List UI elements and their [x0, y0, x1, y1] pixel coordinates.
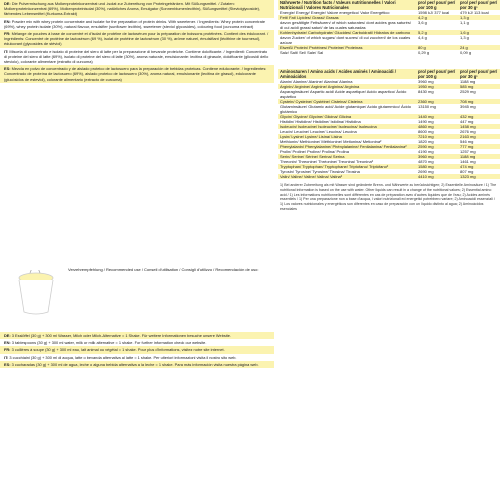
row-value: 2529 mg [460, 89, 476, 94]
ingredient-block [0, 65, 274, 83]
ingredient-text: Miscela di concentrato e isolato di proteine del siero di latte per la preparazione di bevande proteiche. Contiene dolcificante. / Ingredienti: Concentrato di proteine del siero di latte (69%), isolato di proteine del siero di latte (30%), aroma naturale, emulsionante: lecitina di girasole, dolcificante (glicosidi dello steviolo), colorante alimentare (estratto di curcuma) [4, 48, 269, 65]
row-value: 0,29 g [418, 50, 430, 55]
row-label: Asparaginsäure/ Aspartic acid/ Acide aspartique/ Acido aspartico/ Ácido aspártico [280, 89, 407, 99]
row-value: 1188 mg [460, 79, 476, 84]
language-code: IT: [4, 48, 9, 54]
ingredient-block [0, 18, 274, 30]
row-label: Phenylalanin/ Phenylalanine/ Phénylalanine/ Fenilalanina/ Fenilalanina² [278, 144, 416, 149]
row-value: 80 g [416, 45, 458, 50]
row-value: 1,6 g [458, 30, 500, 35]
table-header [278, 69, 500, 79]
row-value: 4190 mg [418, 149, 434, 154]
nutrition-table [278, 0, 500, 55]
row-label: Isoleucin/ Isoleucine/ Isoleucine/ Isoleucina/ Isoleucina [278, 124, 416, 129]
row-label: Valin/ Valine/ Valine/ Valina/ Valina² [278, 174, 416, 179]
row-label: Kohlenhydrate/ Carbohydrate/ Glucides/ Carboidrati/ Hidratos de carbono [278, 30, 416, 35]
row-value: 8430 mg [418, 89, 434, 94]
row-value: 4860 mg [416, 124, 458, 129]
row-value: 1458 mg [458, 124, 500, 129]
row-value: 1188 mg [458, 154, 500, 159]
row-label: Serin/ Serine/ Sérine/ Serina/ Serina [278, 154, 416, 159]
row-value: 1257 mg [460, 149, 476, 154]
row-value: 1580 mg [416, 164, 458, 169]
language-code: IT: [4, 354, 9, 360]
row-value: 777 mg [458, 144, 500, 149]
right-column [278, 0, 500, 500]
ingredient-text: Mezcla en polvo de concentrado y de aislado proteico de lactosuero para la preparación de bebidas proteicas. Contiene edulcorante. / Ingredientes: Concentrado de proteína de lactosuero (69%), aislado proteico de lactosuero (30%), aroma natural, emulsionante (lecitina de girasol), edulcorante (glucósidos de esteviol), colorante alimentario (extracto de curcuma) [4, 66, 267, 82]
preparation-text: 3 cucchiaini (30 g) + 300 ml di acqua, latte o bevanda alternativa al latte = 1 shake. Per ulteriori informazioni visita il nostro sito web. [9, 354, 237, 360]
row-value: 4,4 g [418, 35, 427, 40]
amino-acid-table [278, 69, 500, 179]
row-value: 1,3 g [458, 15, 500, 20]
row-label: Energie/ Energy/ Energie/ Valore energetico/ Valor Energético [280, 10, 390, 15]
row-value: 7210 mg [416, 134, 458, 139]
language-code: EN: [4, 18, 11, 24]
table-row [278, 89, 500, 99]
shaker-row [0, 262, 274, 332]
ingredient-text: Die Pulvermischung aus Molkenproteinkonzentrat und -isolat zur Zubereitung von Proteingetränken. Mit Süßungsmittel. / Zutaten: Molkenproteinkonzentrat (69%), Molkenproteinisolat (30%), natürliches Aroma, Emulgator (Sonnenblumenlecithin), Süßungsmittel (Steviolglycoside), färbendes Lebensmittel (Kurkuma-Extrakt) [4, 1, 261, 17]
row-label: Tyrosin/ Tyrosine/ Tyrosine/ Tirosina/ Tirosina [280, 169, 360, 174]
row-value: 13150 mg [418, 104, 436, 109]
recommended-use-heading: Verzehrempfehlung / Recommended use / Conseil d'utilisation / Consigli d'utilizzo / Recomendación de uso: [68, 267, 259, 272]
preparation-text: 3 cucharadas (30 g) + 300 ml de agua, leche o alguna bebida alternativa a la leche = 1 shake. Para más información visita nuestra página web. [11, 361, 259, 367]
language-code: DE: [4, 1, 11, 6]
row-value: 4870 mg [418, 159, 434, 164]
row-value: 2360 mg [416, 99, 458, 104]
preparation-line [0, 332, 274, 339]
row-label: Fett/ Fat/ Lipides/ Grassi/ Grasas [278, 15, 416, 20]
row-label: Leucin/ Leucine/ Leucine/ Leucina/ Leucina [280, 129, 357, 134]
row-value: 432 mg [458, 114, 500, 119]
table-row [278, 35, 500, 45]
row-value: 546 mg [460, 139, 474, 144]
header-cell: pro/ per/ pour/ per/ por 100 g [416, 69, 458, 79]
row-value: 447 mg [460, 119, 474, 124]
row-label: Methionin/ Methionine/ Méthionine/ Metionina/ Metionina² [280, 139, 382, 144]
table-row [278, 20, 500, 30]
row-label: davon gesättigte Fettsäuren/ of which saturates/ dont acides gras saturés/ di cui acidi grassi saturi/ de las cuales saturadas [280, 20, 411, 30]
row-value: 4410 mg [416, 174, 458, 179]
row-value: 5,2 g [416, 30, 458, 35]
row-label: Glycin/ Glycine/ Glycine/ Glicina/ Glicina [278, 114, 416, 119]
row-label: Glutaminsäure/ Glutamic acid/ Acide glutamique/ Acido glutammico/ Ácido glutámico [280, 104, 411, 114]
footnote: 1) Bei anderer Zubereitung als mit Wasser sind geänderte Brenn- und Nährwerte zu berücksichtigen; 2) Essentielle Aminosäure / 1) The nutritional information is based on the use with water. Other liquids can result in a change of the nutritional values; 2) Essential amino acid / 1) Les informations nutritionnelles sont différentes en cas de préparation avec d'autres liquides que de l'eau; 2) Acides aminés essentiels / 1) Per una preparazione non a base d'acqua, i valori nutrizionali ed energetici potrebbero variare; 2) Aminoacidi essenziali / 1) Los valores nutricionales y energéticos son diferentes en caso de preparación con un líquido distinto al agua; 2) Aminoácidos esenciales [280, 183, 497, 211]
row-label: Threonin/ Threonine/ Thréonine/ Treonina/ Treonina² [280, 159, 374, 164]
row-value: 585 mg [458, 84, 500, 89]
row-value: 2163 mg [458, 134, 500, 139]
row-label: Prolin/ Proline/ Proline/ Prolina/ Prolina [280, 149, 349, 154]
row-value: 1,3 g [460, 35, 469, 40]
row-value: 1323 mg [458, 174, 500, 179]
row-value: 3,6 g [418, 20, 427, 25]
row-label: Cystein/ Cysteine/ Cystéine/ Cisteina/ Cisteína [278, 99, 416, 104]
row-label: Eiweiß/ Protein/ Protéines/ Proteine/ Proteínas [278, 45, 416, 50]
language-code: DE: [4, 333, 11, 338]
row-value: 1490 mg [418, 119, 434, 124]
preparation-line [0, 354, 274, 361]
header-cell: Nährwerte / Nutrition facts / Valeurs nutritionnelles / Valori Nutrizionali / Valores Nutricionales [278, 0, 416, 10]
row-value: 1,1 g [460, 20, 469, 25]
ingredient-text: Powder mix with whey protein concentrate and isolate for the preparation of protein drinks. With sweetener. / Ingredients: Whey protein concentrate (69%), whey protein isolate (30%), natural flavour, emulsifier (sunflower lecithin), sweetener (steviol glycosides), colouring food (curcuma extract) [4, 18, 266, 29]
language-code: EN: [4, 340, 11, 346]
preparation-text: 3 Esslöffel (30 g) + 300 ml Wasser, Milch oder Milch-Alternative = 1 Shake. Für weitere Informationen besuche unsere Website. [11, 333, 231, 338]
row-value: 4,2 g [416, 15, 458, 20]
language-code: ES: [4, 361, 11, 367]
row-label: Arginin/ Arginine/ Arginine/ Arginina/ Arginina [278, 84, 416, 89]
row-value: 1820 mg [418, 139, 434, 144]
row-value: 2690 mg [418, 169, 434, 174]
row-label: Histidin/ Histidine/ Histidine/ Istidina/ Histidina [280, 119, 361, 124]
preparation-lines [0, 332, 274, 368]
row-label: Lysin/ Lysine/ Lysine/ Lisina/ Lisina [278, 134, 416, 139]
row-label: Tryptophan/ Tryptophan/ Tryptophane/ Triptofano/ Triptófano² [278, 164, 416, 169]
row-value: 708 mg [458, 99, 500, 104]
ingredient-text: Mélange de poudres à base de concentré et d'isolat de protéine de lactosérum pour la préparation de boissons protéinées. Contient des édulcorant. / Ingrédients: Concentré de protéine de lactosérum (69 %), isolat de protéine de lactosérum (30 %), arôme naturel, émulsifiant (lécithine de tournesol), édulcorant (glycosides de stéviol) [4, 31, 269, 47]
header-cell: pro/ per/ pour/ per/ por 30 g¹ [458, 0, 500, 10]
row-value: 3960 mg [416, 154, 458, 159]
language-code: FR: [4, 31, 11, 37]
preparation-section [0, 262, 274, 368]
row-value: 0,09 g [460, 50, 472, 55]
row-value: 479 kJ/ 113 kcal [460, 10, 489, 15]
row-label: Salz/ Salt/ Sel/ Sale/ Sal [280, 50, 324, 55]
shaker-icon [10, 270, 62, 316]
row-value: 24 g [458, 45, 500, 50]
header-cell: Aminosäuren / Amino acids / Acides aminés / Aminoacidi / Aminoácidos [278, 69, 416, 79]
ingredient-blocks [0, 0, 274, 83]
ingredient-block [0, 0, 274, 18]
row-value: 1950 mg [416, 84, 458, 89]
row-value: 1461 mg [460, 159, 476, 164]
row-value: 8600 mg [418, 129, 434, 134]
row-value: 807 mg [460, 169, 474, 174]
header-cell: pro/ per/ pour/ per/ por 100 g [416, 0, 458, 10]
preparation-text: 3 tablespoons (30 g) + 300 ml water, milk or milk alternative = 1 shake. For further information check our website. [11, 340, 207, 346]
table-header [278, 0, 500, 10]
row-label: Alanin/ Alanine/ Alanine/ Alanina/ Alanina [280, 79, 353, 84]
row-value: 1598 kJ/ 377 kcal [418, 10, 450, 15]
row-value: 1440 mg [416, 114, 458, 119]
preparation-line [0, 361, 274, 368]
ingredient-block [0, 48, 274, 66]
header-cell: pro/ per/ pour/ per/ por 30 g¹ [458, 69, 500, 79]
preparation-line [0, 339, 274, 346]
row-value: 2676 mg [460, 129, 476, 134]
row-label: davon Zucker/ of which sugars/ dont sucres/ di cui zuccheri/ de los cuales azúcar [280, 35, 411, 45]
row-value: 3945 mg [460, 104, 476, 109]
row-value: 3960 mg [418, 79, 434, 84]
language-code: ES: [4, 66, 11, 72]
ingredient-block [0, 30, 274, 48]
preparation-text: 3 cuillères à soupe (30 g) + 300 ml eau, lait animal ou végétal = 1 shake. Pour plus d'informations, visitez notre site internet. [11, 347, 225, 353]
row-value: 474 mg [458, 164, 500, 169]
row-value: 2590 mg [416, 144, 458, 149]
language-code: FR: [4, 347, 11, 353]
preparation-line [0, 346, 274, 353]
table-row [278, 104, 500, 114]
